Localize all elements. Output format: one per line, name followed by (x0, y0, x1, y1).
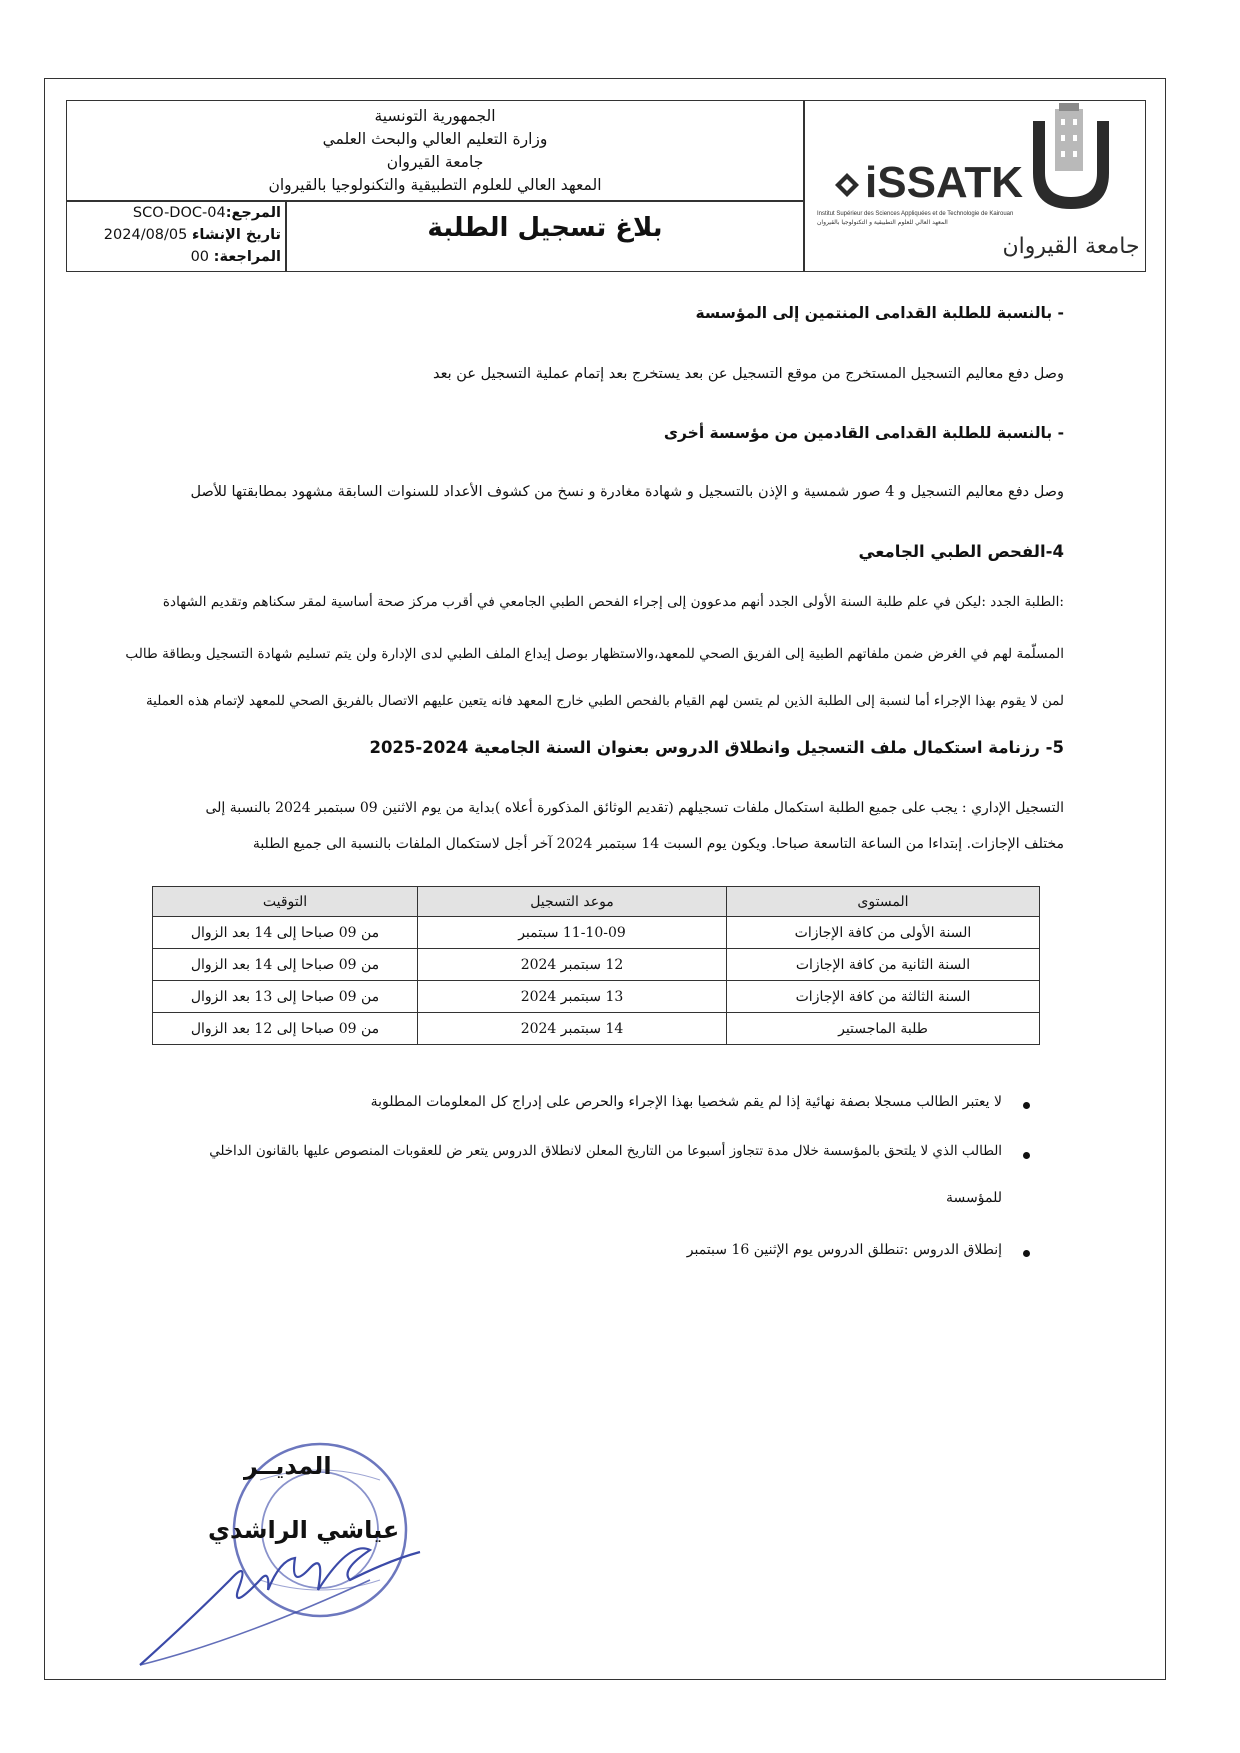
org-line: وزارة التعليم العالي والبحث العلمي (322, 130, 548, 148)
header-divider (803, 101, 805, 271)
org-line: جامعة القيروان (386, 153, 484, 171)
table-row (153, 981, 1040, 1013)
ref-value: SCO-DOC-04 (132, 205, 226, 221)
table-cell: السنة الأولى من كافة الإجازات (727, 917, 1040, 949)
issatk-logo (807, 103, 1143, 269)
paragraph: لمن لا يقوم بهذا الإجراء أما لنسبة إلى الطلبة الذين لم يتسن لهم القيام بالفحص الطبي خارج المعهد فانه يتعين عليهم الاتصال بالفريق الصحي للمعهد لإتمام هذه العملية (145, 694, 1064, 709)
revision-label: المراجعة: (213, 249, 281, 265)
table-cell: طلبة الماجستير (727, 1013, 1040, 1045)
paragraph: وصل دفع معاليم التسجيل المستخرج من موقع التسجيل عن بعد يستخرج بعد إتمام عملية التسجيل عن بعد (433, 366, 1064, 382)
table-header-row (153, 887, 1040, 917)
paragraph: :الطلبة الجدد :ليكن في علم طلبة السنة الأولى الجدد أنهم مدعوون إلى إجراء الفحص الطبي الجامعي في أقرب مركز صحة أساسية لمقر سكناهم وتقديم الشهادة (162, 594, 1064, 610)
signatory-name: عياشي الراشدي (208, 1516, 400, 1544)
table-cell: من 09 صباحا إلى 14 بعد الزوال (153, 949, 418, 981)
list-item: إنطلاق الدروس :تنطلق الدروس يوم الإثنين 16 سبتمبر (686, 1242, 1002, 1258)
table-cell: من 09 صباحا إلى 14 بعد الزوال (153, 917, 418, 949)
table-cell: 14 سبتمبر 2024 (418, 1013, 727, 1045)
section-heading: 4-الفحص الطبي الجامعي (858, 542, 1064, 561)
list-item: لا يعتبر الطالب مسجلا بصفة نهائية إذا لم يقم شخصيا بهذا الإجراء والحرص على إدراج كل المعلومات المطلوبة (370, 1094, 1002, 1110)
registration-schedule-table (152, 886, 1040, 1045)
table-row (153, 949, 1040, 981)
document-title: بلاغ تسجيل الطلبة (427, 213, 663, 243)
paragraph: مختلف الإجازات. إبتداءا من الساعة التاسعة صباحا. ويكون يوم السبت 14 سبتمبر 2024 آخر أجل لاستكمال الملفات بالنسبة الى جميع الطلبة (252, 836, 1064, 852)
table-row (153, 1013, 1040, 1045)
signatory-title: المديــر (244, 1452, 332, 1480)
paragraph: وصل دفع معاليم التسجيل و 4 صور شمسية و الإذن بالتسجيل و شهادة مغادرة و نسخ من كشوف الأعداد للسنوات السابقة مشهود بمطابقتها للأصل (190, 484, 1064, 500)
bullet-icon (1023, 1102, 1030, 1109)
org-line: المعهد العالي للعلوم التطبيقية والتكنولوجيا بالقيروان (268, 176, 602, 194)
list-item: الطالب الذي لا يلتحق بالمؤسسة خلال مدة تتجاوز أسبوعا من التاريخ المعلن لانطلاق الدروس يتعر ض للعقوبات المنصوص عليها بالقانون الداخلي (209, 1144, 1002, 1159)
column-header: التوقيت (153, 887, 418, 917)
date-label: تاريخ الإنشاء (191, 227, 281, 243)
table-cell: السنة الثالثة من كافة الإجازات (727, 981, 1040, 1013)
bullet-icon (1023, 1250, 1030, 1257)
table-row (153, 917, 1040, 949)
logo-subtitle: Institut Supérieur des Sciences Appliquées et de Technologie de Kairouan (817, 211, 1014, 217)
table-cell: 11-10-09 سبتمبر (418, 917, 727, 949)
revision-value: 00 (190, 249, 210, 265)
logo-subtitle: المعهد العالي للعلوم التطبيقية و التكنولوجيا بالقيروان (817, 219, 948, 226)
date-value: 2024/08/05 (103, 227, 188, 243)
organization-block (67, 105, 803, 197)
university-logo-text: جامعة القيروان (1002, 234, 1140, 259)
paragraph: المسلّمة لهم في الغرض ضمن ملفاتهم الطبية إلى الفريق الصحي للمعهد،والاستظهار بوصل إيداع الملف الطبي لدى الإدارة ولن يتم تسليم شهادة التسجيل وبطاقة طالب (125, 646, 1064, 662)
table-cell: من 09 صباحا إلى 12 بعد الزوال (153, 1013, 418, 1045)
column-header: المستوى (727, 887, 1040, 917)
table-cell: 12 سبتمبر 2024 (418, 949, 727, 981)
section-heading: - بالنسبة للطلبة القدامى المنتمين إلى المؤسسة (695, 304, 1064, 322)
document-meta (71, 202, 281, 268)
table-cell: 13 سبتمبر 2024 (418, 981, 727, 1013)
org-line: الجمهورية التونسية (374, 107, 496, 125)
table-cell: من 09 صباحا إلى 13 بعد الزوال (153, 981, 418, 1013)
table-cell: السنة الثانية من كافة الإجازات (727, 949, 1040, 981)
section-heading: - بالنسبة للطلبة القدامى القادمين من مؤسسة أخرى (663, 424, 1064, 442)
column-header: موعد التسجيل (418, 887, 727, 917)
list-item: للمؤسسة (946, 1190, 1002, 1206)
issatk-logo-text: iSSATK (865, 158, 1024, 207)
ref-label: المرجع: (225, 205, 281, 221)
document-header (66, 100, 1146, 272)
logos (807, 103, 1143, 269)
section-heading: 5- رزنامة استكمال ملف التسجيل وانطلاق الدروس بعنوان السنة الجامعية 2024-2025 (369, 738, 1064, 757)
bullet-icon (1023, 1152, 1030, 1159)
paragraph: التسجيل الإداري : يجب على جميع الطلبة استكمال ملفات تسجيلهم (تقديم الوثائق المذكورة أعلاه )بداية من يوم الاثنين 09 سبتمبر 2024 بالنسبة إلى (205, 800, 1064, 816)
